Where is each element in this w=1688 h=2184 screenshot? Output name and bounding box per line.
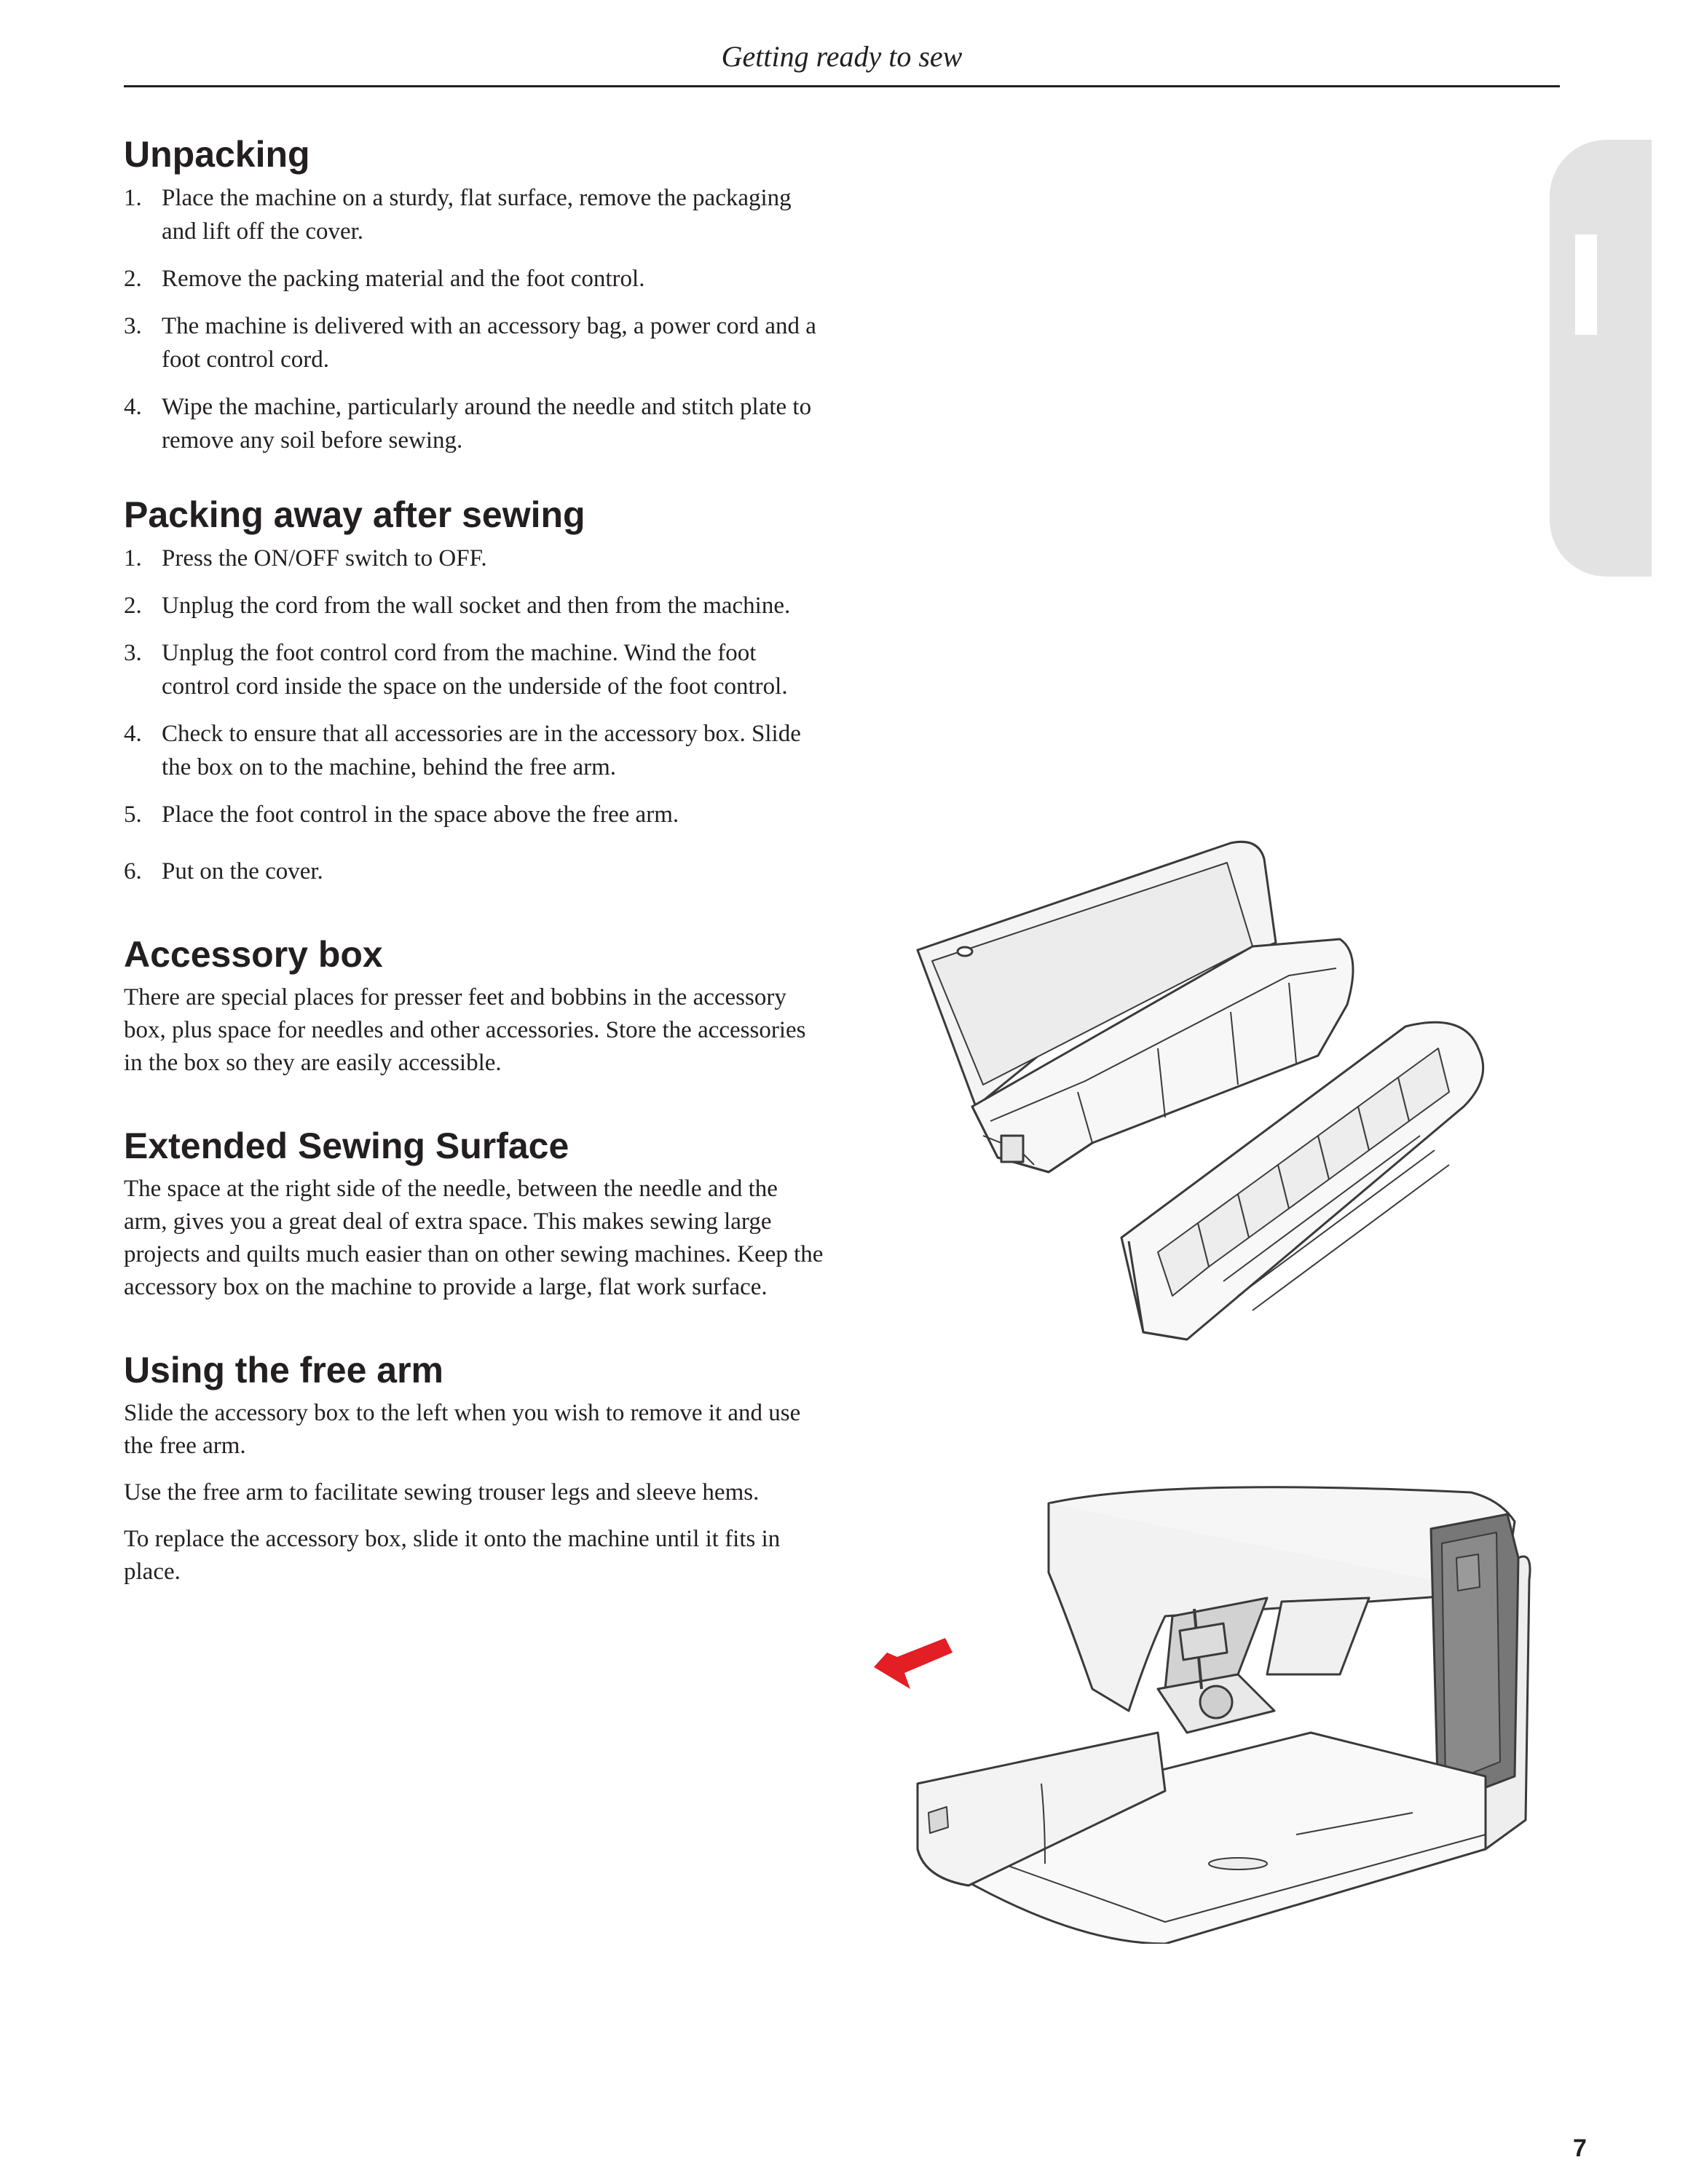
section-accessory-box — [124, 927, 827, 1080]
list-item: 2. Remove the packing material and the foot control. — [124, 266, 645, 292]
accessory-box-body: There are special places for presser feet and bobbins in the accessory box, plus space for needles and other accessories. Store the accessories in the box so they are easily accessible. — [124, 984, 806, 1076]
header-rule — [124, 85, 1560, 87]
packing-list — [124, 542, 827, 888]
accessory-box-illustration — [910, 830, 1551, 1369]
heading-packing: Packing away after sewing — [124, 494, 585, 535]
list-item: 2. Unplug the cord from the wall socket and then from the machine. — [124, 593, 791, 619]
heading-free-arm: Using the free arm — [124, 1350, 444, 1390]
free-arm-paragraph: Slide the accessory box to the left when you wish to remove it and use the free arm. — [124, 1400, 801, 1459]
chapter-number-mark — [1575, 234, 1597, 335]
heading-extended-surface: Extended Sewing Surface — [124, 1125, 569, 1166]
free-arm-paragraph: Use the free arm to facilitate sewing trouser legs and sleeve hems. — [124, 1479, 760, 1506]
heading-unpacking: Unpacking — [124, 134, 310, 175]
list-item: 3. The machine is delivered with an accessory bag, a power cord and a foot control cord. — [124, 313, 816, 373]
page-number: 7 — [1573, 2134, 1587, 2162]
section-unpacking — [124, 127, 827, 457]
free-arm-paragraph: To replace the accessory box, slide it onto the machine until it fits in place. — [124, 1526, 781, 1585]
sewing-machine-illustration — [859, 1471, 1544, 1944]
unpacking-list — [124, 181, 827, 457]
list-item: 1. Press the ON/OFF switch to OFF. — [124, 545, 487, 571]
main-content — [124, 127, 827, 1628]
chapter-thumb-tab — [1550, 140, 1652, 577]
list-item: 6. Put on the cover. — [124, 858, 323, 885]
heading-accessory-box: Accessory box — [124, 934, 383, 975]
list-item: 4. Wipe the machine, particularly around the needle and stitch plate to remove any soil before sewing. — [124, 394, 812, 454]
extended-surface-body: The space at the right side of the needle, between the needle and the arm, gives you a great deal of extra space. This makes sewing large projects and quilts much easier than on other sewing machines. Keep the accessory box on the machine to provide a large, flat work surface. — [124, 1176, 824, 1300]
section-packing — [124, 488, 827, 888]
list-item: 3. Unplug the foot control cord from the machine. Wind the foot control cord inside the space on the underside of the foot control. — [124, 640, 788, 700]
slide-left-arrow-icon — [874, 1638, 953, 1689]
header-title: Getting ready to sew — [721, 40, 963, 73]
list-item: 4. Check to ensure that all accessories are in the accessory box. Slide the box on to the machine, behind the free arm. — [124, 721, 801, 780]
list-item: 5. Place the foot control in the space above the free arm. — [124, 802, 679, 828]
section-free-arm — [124, 1343, 827, 1588]
section-extended-surface — [124, 1119, 827, 1304]
list-item: 1. Place the machine on a sturdy, flat surface, remove the packaging and lift off the cover. — [124, 185, 792, 245]
